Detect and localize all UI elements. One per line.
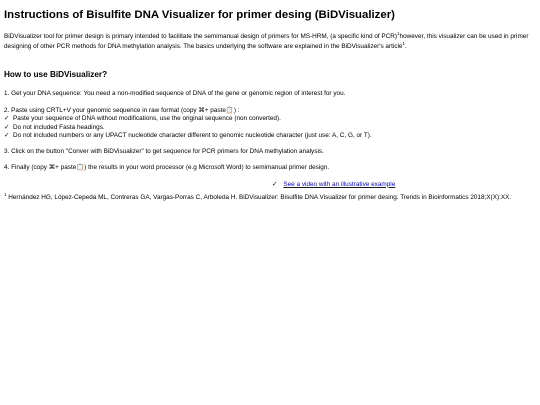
page [0, 0, 540, 202]
check-icon: ✓ [272, 180, 278, 188]
intro-text-2: however, this visualizer can be used in primer designing of other PCR methods for DNA methylation analysis. The basics underlying the software are explained in the BiDVisualizer's article [4, 33, 529, 50]
step-2: 2. Paste using CRTL+V your genomic sequence in raw format (copy ⌘+ paste📋) : [4, 106, 240, 114]
checklist-item [4, 132, 536, 141]
footnote-text: Hernández HG, López-Cepeda ML, Contreras GA, Vargas-Porras C, Arboleda H. BiDVisualizer: Bisulfite DNA Visualizer for primer desing. Trends in Bioinformatics 2018;X(X):XX. [6, 193, 512, 201]
checklist-item-text: Paste your sequence of DNA without modifications, use the original sequence (non converted). [13, 115, 281, 122]
step-3: 3. Click on the button "Conver with BiDVisualizer" to get sequence for PCR primers for DNA methylation analysis. [4, 147, 324, 155]
page-title: Instructions of Bisulfite DNA Visualizer for primer desing (BiDVisualizer) [4, 9, 395, 21]
intro-paragraph [4, 32, 536, 51]
video-link-row [272, 180, 536, 189]
step-2-checklist [4, 115, 536, 141]
footnote-ref-2: 1 [402, 40, 405, 46]
checklist-item-text: Do not included Fasta headings. [13, 123, 105, 131]
intro-text-3: . [404, 42, 407, 50]
video-example-link[interactable]: See a video with an illustrative example [283, 180, 396, 188]
check-icon: ✓ [4, 132, 10, 140]
footnote-reference [4, 193, 536, 203]
howto-heading: How to use BiDVisualizer? [4, 70, 108, 79]
footnote-ref-1: 1 [397, 31, 400, 36]
checklist-item-text: Do not included numbers or any UPACT nucleotide character different to genomic nucleotide character (just use: A, C, G, or T). [13, 132, 372, 140]
checklist-item [4, 124, 536, 133]
footnote-number: 1 [4, 191, 7, 197]
step-1: 1. Get your DNA sequence: You need a non-modified sequence of DNA of the gene or genomic region of interest for you. [4, 90, 346, 97]
check-icon: ✓ [4, 123, 10, 131]
step-4: 4. Finally (copy ⌘+ paste📋) the results in your word processor (e.g Microsoft Word) to semimanual primer design. [4, 164, 330, 172]
check-icon: ✓ [4, 115, 10, 122]
checklist-item [4, 115, 536, 124]
intro-text-1: BiDVisualizer tool for primer design is primary intended to facilitate the semimanual design of primers for MS-HRM, (a specific kind of PCR) [4, 33, 398, 40]
